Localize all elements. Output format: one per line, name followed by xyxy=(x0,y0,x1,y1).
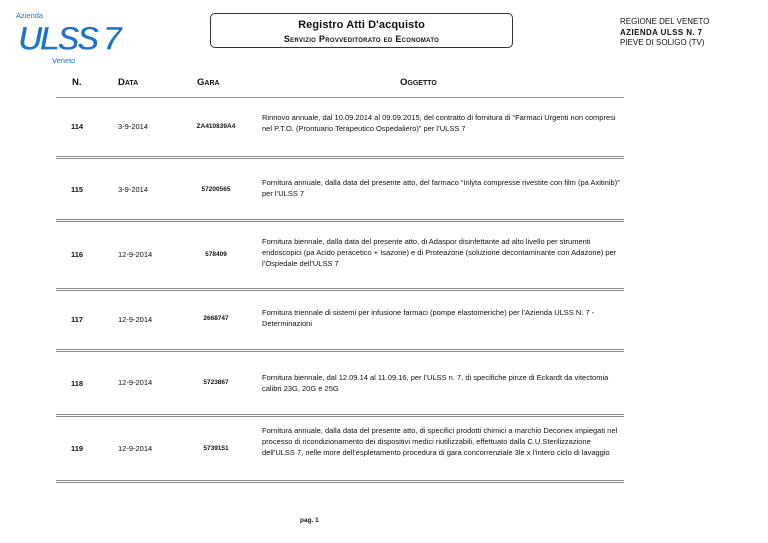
row-gara: 5723867 xyxy=(203,379,229,386)
row-divider xyxy=(56,480,624,483)
service-subtitle: Servizio Provveditorato ed Economato xyxy=(283,34,440,44)
row-date: 3-9-2014 xyxy=(118,122,149,131)
column-header-oggetto: Oggetto xyxy=(400,77,437,88)
logo-top-text: Azienda xyxy=(16,11,44,20)
row-gara: 57200565 xyxy=(201,186,231,193)
row-gara: ZA410839A4 xyxy=(196,123,236,130)
row-oggetto: Fornitura annuale, dalla data del presente atto, del farmaco “Inlyta compresse rivestite con film (pa Axitinib)” per l’ULSS 7 xyxy=(262,178,620,198)
ulss-logo xyxy=(14,10,120,66)
row-divider xyxy=(56,219,624,222)
row-date: 12-9-2014 xyxy=(118,315,153,324)
row-date: 12-9-2014 xyxy=(118,250,153,259)
logo-main-text: ULSS 7 xyxy=(18,20,120,58)
row-gara: 2668747 xyxy=(203,315,229,322)
azienda-name: AZIENDA ULSS N. 7 xyxy=(620,27,703,37)
row-gara: 578409 xyxy=(205,251,227,258)
header-divider xyxy=(56,97,624,98)
column-header-data: Data xyxy=(118,77,139,88)
register-title: Registro Atti D'acquisto xyxy=(298,19,425,31)
column-header-gara: Gara xyxy=(197,77,220,88)
row-gara: 5739151 xyxy=(203,445,229,452)
row-oggetto: Rinnovo annuale, dal 10.09.2014 al 09.09.2015, del contratto di fornitura di “Farmaci Urgenti non compresi nel P.T.O. (Prontuario Terapeutico Ospedaliero)” per l’ULSS 7 xyxy=(262,113,616,133)
region-name: REGIONE DEL VENETO xyxy=(620,17,710,26)
row-divider xyxy=(56,288,624,291)
row-date: 12-9-2014 xyxy=(118,444,153,453)
row-divider xyxy=(56,349,624,352)
row-divider xyxy=(56,156,624,159)
register-title-box xyxy=(210,13,513,48)
page-number: pag. 1 xyxy=(300,517,319,524)
row-number: 117 xyxy=(71,315,84,324)
row-number: 116 xyxy=(71,250,84,259)
location: PIEVE DI SOLIGO (TV) xyxy=(620,38,705,47)
row-date: 12-9-2014 xyxy=(118,378,153,387)
logo-bottom-text: Veneto xyxy=(52,56,76,65)
row-oggetto: Fornitura biennale, dal 12.09.14 al 11.09.16, per l’ULSS n. 7, di specifiche pinze di Eckardt da vitectomia calibri 23G, 20G e 25G xyxy=(262,373,609,393)
row-oggetto: Fornitura annuale, dalla data del presente atto, di specifici prodotti chimici a marchio Deconex impiegati nel processo di ricondizionamento dei dispositivi medici riutilizzabili, effettuato dalla C.U.Sterilizzazione dell’ULSS 7, nelle more dell’espletamento procedura di gara concorrenziale 3le x l’intero ciclo di lavaggio xyxy=(262,426,618,457)
row-divider xyxy=(56,414,624,417)
row-number: 114 xyxy=(71,122,84,131)
region-block xyxy=(620,17,709,49)
row-number: 119 xyxy=(71,444,84,453)
row-number: 118 xyxy=(71,379,84,388)
row-number: 115 xyxy=(71,185,84,194)
row-oggetto: Fornitura biennale, dalla data del presente atto, di Adaspor disinfettante ad alto livello per strumenti endoscopici (pa Acido peracetico + Isazone) e di Proteazone (soluzione decontaminante con Adazone) per l’Ospedale dell’ULSS 7 xyxy=(262,237,617,268)
row-date: 3-9-2014 xyxy=(118,185,149,194)
column-header-n: N. xyxy=(72,77,82,88)
row-oggetto: Fornitura triennale di sistemi per infusione farmaci (pompe elastomeriche) per l’Azienda ULSS N. 7 - Determinazioni xyxy=(262,308,595,328)
